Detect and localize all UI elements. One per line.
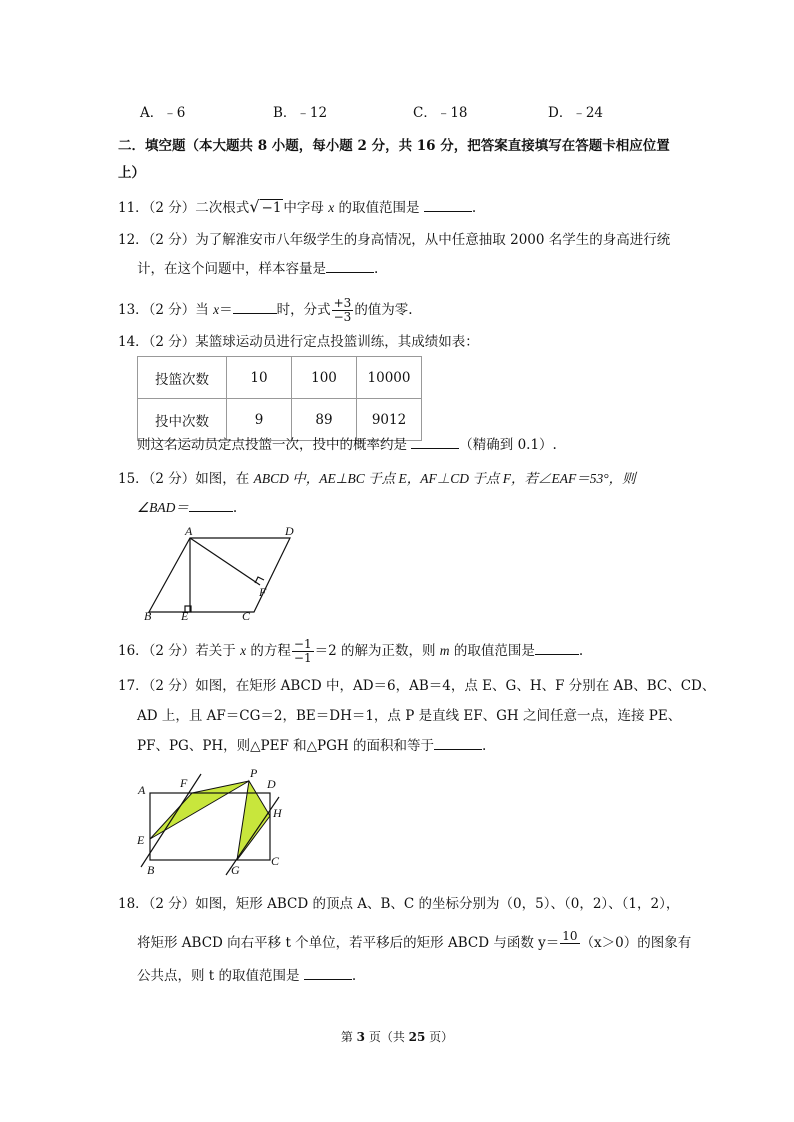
answer-blank[interactable]	[535, 642, 579, 655]
label-C: C	[271, 854, 280, 868]
label-D: D	[267, 777, 276, 791]
question-17-line1: 17．（2 分）如图，在矩形 ABCD 中，AD＝6，AB＝4，点 E、G、H、F 分别在 AB、BC、CD、	[118, 678, 716, 694]
question-18-line2: 将矩形 ABCD 向右平移 t 个单位，若平移后的矩形 ABCD 与函数 y＝ 10 （x＞0）的图象有	[137, 930, 691, 957]
label-C: C	[242, 609, 251, 622]
table-cell: 89	[292, 399, 357, 441]
total-pages: 25	[408, 1030, 426, 1044]
current-page: 3	[356, 1030, 365, 1044]
question-12-line2: 计，在这个问题中，样本容量是 .	[137, 261, 379, 277]
choice-b: B．﹣12	[273, 105, 328, 121]
q17-rectangle-diagram	[133, 765, 293, 880]
q16-fraction: $\frac{-1}{-1}$	[293, 637, 312, 665]
choice-a: A．﹣6	[140, 105, 186, 121]
label-E: E	[181, 609, 189, 622]
label-E: E	[137, 833, 145, 847]
question-15-line2: ∠BAD＝ .	[137, 500, 238, 516]
answer-blank[interactable]	[233, 301, 277, 314]
label-F: F	[259, 585, 267, 599]
q11-radicand: −1	[261, 200, 282, 216]
table-cell: 投篮次数	[138, 357, 227, 399]
q13-fraction: $\frac{+3}{-3}$	[333, 296, 352, 324]
label-P: P	[250, 766, 258, 780]
table-cell: 投中次数	[138, 399, 227, 441]
question-17-line3: PF、PG、PH，则△PEF 和△PGH 的面积和等于 .	[137, 738, 487, 754]
question-14-after: 则这名运动员定点投篮一次，投中的概率约是 （精确到 0.1）.	[137, 437, 557, 453]
label-A: A	[185, 524, 193, 538]
question-17-line2: AD 上，且 AF＝CG＝2，BE＝DH＝1，点 P 是直线 EF、GH 之间任意一点，连接 PE、	[137, 708, 682, 724]
answer-blank[interactable]	[304, 967, 352, 980]
label-H: H	[273, 806, 282, 820]
label-B: B	[147, 863, 155, 877]
table-cell: 9012	[357, 399, 422, 441]
question-11: 11．（2 分）二次根式√ −1 中字母 x 的取值范围是 .	[118, 197, 477, 216]
page-footer: 第 3 页（共 25 页）	[340, 1030, 454, 1044]
label-A: A	[138, 783, 146, 797]
sqrt-symbol: √	[249, 197, 260, 216]
question-15-line1: 15．（2 分）如图，在 ABCD 中，AE⊥BC 于点 E，AF⊥CD 于点 F，若∠EAF＝53°，则	[118, 471, 636, 487]
answer-blank[interactable]	[326, 260, 374, 273]
question-16: 16．（2 分）若关于 x 的方程 $\frac{-1}{-1}$ ＝2 的解为正数，则 m 的取值范围是 .	[118, 637, 584, 665]
answer-blank[interactable]	[434, 737, 482, 750]
label-G: G	[231, 863, 240, 877]
table-cell: 10000	[357, 357, 422, 399]
table-row	[138, 399, 422, 441]
table-row	[138, 357, 422, 399]
answer-blank[interactable]	[424, 199, 472, 212]
choice-d: D．﹣24	[548, 105, 604, 121]
choice-c: C．﹣18	[413, 105, 468, 121]
question-12-line1: 12．（2 分）为了解淮安市八年级学生的身高情况，从中任意抽取 2000 名学生的身高进行统	[118, 232, 671, 248]
label-D: D	[285, 524, 294, 538]
section-header-line1: 二．填空题（本大题共 8 小题，每小题 2 分，共 16 分，把答案直接填写在答题卡相应位置	[118, 138, 670, 154]
label-B: B	[144, 609, 152, 622]
q15-parallelogram-diagram	[135, 522, 315, 622]
table-cell: 100	[292, 357, 357, 399]
q18-fraction: 10	[562, 929, 578, 943]
answer-blank[interactable]	[189, 499, 233, 512]
shooting-table	[137, 356, 422, 441]
label-F: F	[180, 776, 188, 790]
question-13: 13．（2 分）当 x＝ 时，分式 $\frac{+3}{-3}$ 的值为零.	[118, 296, 413, 324]
question-18-line3: 公共点，则 t 的取值范围是 .	[137, 968, 357, 984]
question-14-intro: 14．（2 分）某篮球运动员进行定点投篮训练，其成绩如表：	[118, 334, 479, 350]
question-18-line1: 18．（2 分）如图，矩形 ABCD 的顶点 A、B、C 的坐标分别为（0，5）、（0，2）、（1，2），	[118, 896, 680, 912]
table-cell: 9	[227, 399, 292, 441]
section-header-line2: 上）	[118, 165, 145, 181]
answer-blank[interactable]	[411, 436, 459, 449]
table-cell: 10	[227, 357, 292, 399]
